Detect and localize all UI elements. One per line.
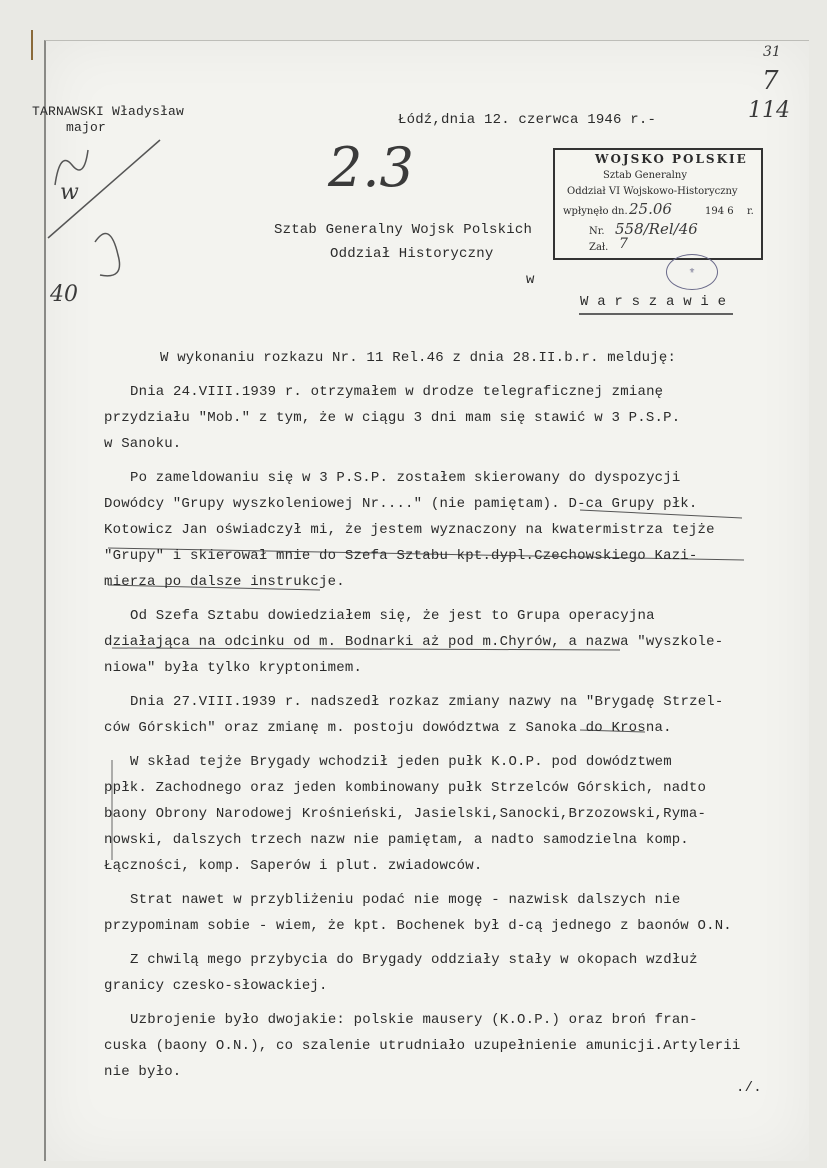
recipient-prep: w [526,272,535,288]
body-line: Dowódcy "Grupy wyszkoleniowej Nr...." (nie pamiętam). D-ca Grupy płk. [104,496,698,512]
author-name: TARNAWSKI Władysław [32,104,185,119]
stamp-line-3: Oddział VI Wojskowo-Historyczny [567,186,738,197]
folio-number-b: 114 [748,98,790,123]
margin-note-a: w [60,180,79,205]
body-line: nowski, dalszych trzech nazw nie pamiętam, a nadto samodzielna komp. [104,832,689,848]
round-seal: ⚜ [666,254,718,290]
body-line: W skład tejże Brygady wchodził jeden pułk K.O.P. pod dowództwem [130,754,672,770]
stamp-line-4-date: 25.06 [629,200,672,218]
body-line: cuska (baony O.N.), co szalenie utrudniało uzupełnienie amunicji.Artylerii [104,1038,741,1054]
body-line: mierza po dalsze instrukcje. [104,574,345,590]
stamp-line-6-prefix: Zał. [589,242,609,253]
body-line: Uzbrojenie było dwojakie: polskie mausery (K.O.P.) oraz broń fran- [130,1012,698,1028]
body-line: przypominam sobie - wiem, że kpt. Bochenek był d-cą jednego z baonów O.N. [104,918,732,934]
body-line: w Sanoku. [104,436,182,452]
author-rank: major [66,120,107,135]
body-line: Kotowicz Jan oświadczył mi, że jestem wyznaczony na kwatermistrza tejże [104,522,715,538]
body-line: Strat nawet w przybliżeniu podać nie mogę - nazwisk dalszych nie [130,892,681,908]
body-line: "Grupy" i skierował mnie do Szefa Sztabu kpt.dypl.Czechowskiego Kazi- [104,548,698,564]
stamp-line-4-suffix: r. [747,206,754,217]
stamp-line-5-prefix: Nr. [589,226,605,237]
receipt-stamp [553,148,763,260]
body-line: granicy czesko-słowackiej. [104,978,328,994]
body-line: Od Szefa Sztabu dowiedziałem się, że jest to Grupa operacyjna [130,608,655,624]
body-line: działająca na odcinku od m. Bodnarki aż pod m.Chyrów, a nazwa "wyszkole- [104,634,724,650]
body-line: ców Górskich" oraz zmianę m. postoju dowództwa z Sanoka do Krosna. [104,720,672,736]
body-line: Dnia 27.VIII.1939 r. nadszedł rozkaz zmiany nazwy na "Brygadę Strzel- [130,694,724,710]
recipient-line-2: Oddział Historyczny [330,246,494,262]
recipient-line-1: Sztab Generalny Wojsk Polskich [274,222,533,238]
body-line: Łączności, komp. Saperów i plut. zwiadowców. [104,858,483,874]
stamp-line-1: WOJSKO POLSKIE [595,152,748,166]
body-line: przydziału "Mob." z tym, że w ciągu 3 dni mam się stawić w 3 P.S.P. [104,410,681,426]
stamp-line-2: Sztab Generalny [603,170,687,181]
body-line: W wykonaniu rozkazu Nr. 11 Rel.46 z dnia 28.II.b.r. melduję: [160,350,677,366]
body-line: baony Obrony Narodowej Krośnieński, Jasielski,Sanocki,Brzozowski,Ryma- [104,806,707,822]
body-line: nie było. [104,1064,182,1080]
place-date: Łódź,dnia 12. czerwca 1946 r.- [398,112,657,128]
continuation-mark: ./. [736,1080,762,1096]
folio-number-top: 31 [763,44,781,60]
stamp-line-4-year: 194 6 [705,206,734,217]
body-line: niowa" była tylko kryptonimem. [104,660,363,676]
stamp-line-6-value: 7 [619,236,628,252]
margin-note-b: 40 [50,282,78,307]
body-line: Dnia 24.VIII.1939 r. otrzymałem w drodze telegraficznej zmianę [130,384,664,400]
body-line: ppłk. Zachodnego oraz jeden kombinowany pułk Strzelców Górskich, nadto [104,780,707,796]
handwritten-mark: 2.3 [328,136,414,199]
stamp-line-4-prefix: wpłynęło dn. [563,206,628,217]
stamp-line-5-value: 558/Rel/46 [615,220,698,238]
body-line: Z chwilą mego przybycia do Brygady oddziały stały w okopach wzdłuż [130,952,698,968]
folio-number-a: 7 [762,66,779,96]
recipient-city: W a r s z a w i e [580,294,727,310]
body-line: Po zameldowaniu się w 3 P.S.P. zostałem skierowany do dyspozycji [130,470,681,486]
